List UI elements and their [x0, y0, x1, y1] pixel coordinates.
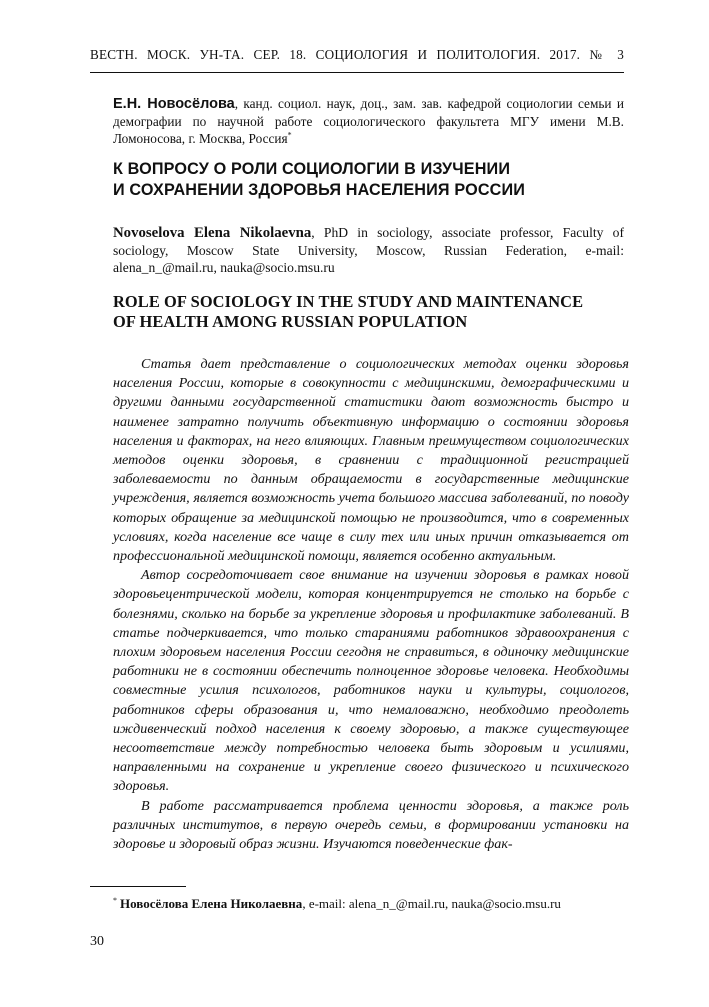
- abstract-paragraph: Автор сосредоточивает свое внимание на изучении здоровья в рамках новой здоровьецентрической модели, которая концентрируется не столько на борьбе с болезнями, сколько на борьбе за укрепление здоровья и профилактике заболеваний. В статье подчеркивается, что только стараниями работников здравоохранения с плохим здоровьем населения России сегодня не справиться, в одиночку медицинские работники не в состоянии обеспечить полноценное здоровье человека. Необходимы совместные усилия психологов, работников науки и культуры, социологов, работников сферы образования и, что немаловажно, необходимо преодолеть иждивенческий подход населения к своему здоровью, а также существующее несоответствие между потребностью человека быть здоровым и усилиями, направленными на сохранение и укрепление своего физического и психического здоровья.: [113, 567, 629, 795]
- title-en-line-1: ROLE OF SOCIOLOGY IN THE STUDY AND MAINTENANCE: [113, 292, 584, 311]
- author-info-ru: [113, 95, 624, 147]
- footnote-rule: [90, 886, 186, 887]
- title-en-line-2: OF HEALTH AMONG RUSSIAN POPULATION: [113, 312, 468, 331]
- footnote-author-name: Новосёлова Елена Николаевна: [120, 896, 303, 911]
- footnote-mark: *: [113, 895, 117, 905]
- running-head: ВЕСТН. МОСК. УН-ТА. СЕР. 18. СОЦИОЛОГИЯ И ПОЛИТОЛОГИЯ. 2017. № 3: [90, 47, 624, 62]
- author-name-en: Novoselova Elena Nikolaevna: [113, 225, 312, 241]
- article-title-en: [113, 292, 624, 332]
- author-affiliation-en: , PhD in sociology, associate professor, Faculty of sociology, Moscow State University, Moscow, Russian Federation, e-mail: alena_n_@mail.ru, nauka@socio.msu.ru: [113, 225, 624, 275]
- header-rule: [90, 72, 624, 73]
- author-affiliation-ru: , канд. социол. наук, доц., зам. зав. кафедрой социологии семьи и демографии по научной работе социологического факультета МГУ имени М.В. Ломоносова, г. Москва, Россия: [113, 96, 624, 146]
- title-ru-line-1: К ВОПРОСУ О РОЛИ СОЦИОЛОГИИ В ИЗУЧЕНИИ: [113, 160, 511, 178]
- footnote-contacts: , e-mail: alena_n_@mail.ru, nauka@socio.msu.ru: [302, 896, 561, 911]
- article-title-ru: [113, 159, 624, 201]
- abstract-paragraph: В работе рассматривается проблема ценности здоровья, а также роль различных институтов, в первую очередь семьи, в формировании установки на здоровье и здоровый образ жизни. Изучаются поведенческие фак-: [113, 797, 629, 853]
- title-ru-line-2: И СОХРАНЕНИИ ЗДОРОВЬЯ НАСЕЛЕНИЯ РОССИИ: [113, 181, 526, 199]
- page-number: 30: [90, 934, 104, 949]
- author-name-ru: Е.Н. Новосёлова: [113, 96, 235, 112]
- author-info-en: [113, 224, 624, 276]
- abstract: [113, 355, 629, 854]
- footnote-marker: *: [287, 130, 292, 140]
- abstract-paragraph: Статья дает представление о социологических методах оценки здоровья населения России, которые в совокупности с медицинскими, демографическими и другими данными государственной статистики дают возможность быстро и наименее затратно получить объективную информацию о состоянии здоровья населения и факторах, на него влияющих. Главным преимуществом социологических методов оценки здоровья, в сравнении с традиционной регистрацией заболеваемости по данным обращаемости в государственные медицинские учреждения, является возможность учета большого массива заболеваний, по поводу которых обращение за медицинской помощью не производится, что в современных условиях, когда население все чаще в силу тех или иных причин отказывается от профессиональной медицинской помощи, является особенно актуальным.: [113, 356, 629, 565]
- footnote: [113, 896, 624, 912]
